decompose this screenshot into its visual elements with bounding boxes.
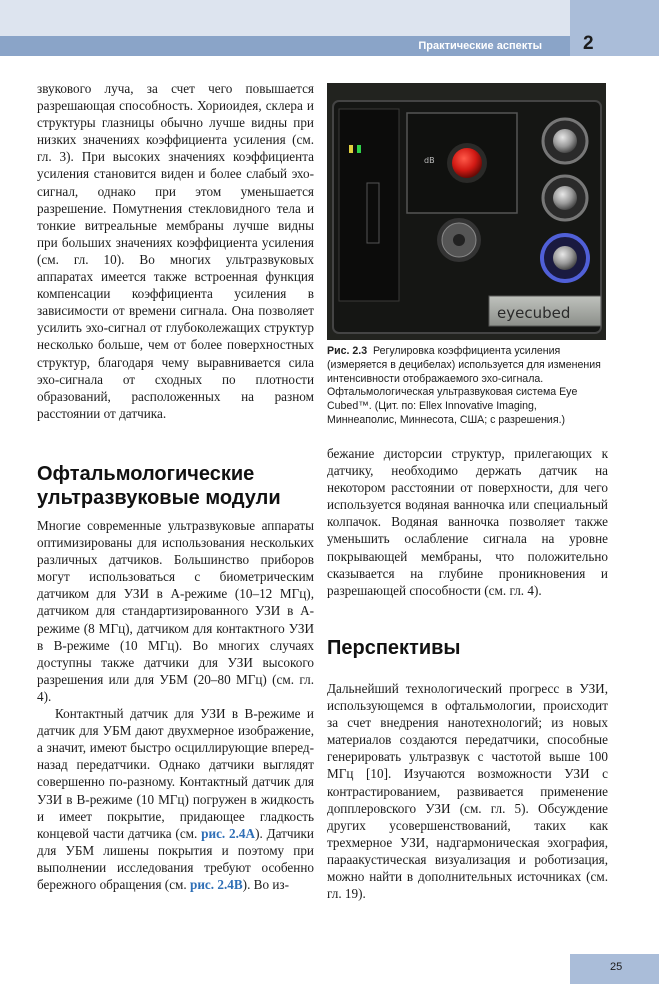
para2-line12-start: бережного обращения (см. bbox=[37, 876, 190, 892]
running-header-title: Практические аспекты bbox=[418, 40, 542, 52]
figure-2-3-caption: Рис. 2.3 Регулировка коэффициента усиления (измеряется в децибелах) используется для изменения интенсивности отображаемого эхо-сигнала. Офтальмологическая ультразвуковая система Eye Cubed™. (Цит. по: Ellex Innovative Imaging, Миннеаполис, Миннесота, США; с разрешения.) bbox=[327, 345, 601, 426]
continuation-paragraph: бежание дисторсии структур, прилегающих к датчику, необходимо держать датчик на некотором расстоянии от поверхности, для чего используется водяная ванночка или специальный колпачок. Водяная ванночка позволяет также уменьшить ослабление сигнала на уровне покрывающей мембраны, что положительно сказывается на глубине проникновения и разрешающей способности (см. гл. 4). bbox=[327, 446, 608, 598]
figure-ref-2-4b[interactable]: рис. 2.4В bbox=[190, 876, 243, 892]
para2-line9-start: сти датчика (см. bbox=[105, 825, 202, 841]
perspectives-paragraph: Дальнейший технологический прогресс в УЗИ, использующемся в офтальмологии, происходит за счет внедрения нанотехнологий; из новых материалов создаются передатчики, способные генерировать ультразвук с частотой выше 100 МГц [10]. Изучаются возможности УЗИ с контрастированием, развивается применение допплеровского УЗИ (см. гл. 5). Обсуждение других усовершенствований, таких как трехмерное УЗИ, надгармоническая эхография, параакустическая визуализация и роботизация, можно найти в дополнительных источниках (см. гл. 19). bbox=[327, 681, 608, 902]
para2-line12-end: ). Во из- bbox=[242, 876, 290, 892]
page-number: 25 bbox=[610, 961, 623, 973]
running-header bbox=[0, 36, 570, 56]
page-number-box bbox=[570, 954, 659, 984]
figure-2-3-photo bbox=[327, 83, 606, 340]
para2-line9-end: ). Датчики для bbox=[37, 825, 314, 858]
right-column-perspectives bbox=[327, 680, 608, 902]
chapter-tab bbox=[570, 0, 659, 56]
figure-label: Рис. 2.3 bbox=[327, 345, 368, 357]
paragraph-probes: Многие современные ультразвуковые аппараты оптимизированы для использования нескольких различных датчиков. Большинство приборов могут использоваться с биометрическим датчиком для УЗИ в А-режиме (10–12 МГц), датчиком для стандартизированного УЗИ в А-режиме (8 МГц), датчиком для контактного УЗИ в В-режиме (10 МГц). Во многих случаях доступны также датчики для УЗИ высокого разрешения или для УБМ (20–80 МГц) (см. гл. 4). bbox=[37, 518, 314, 704]
right-column-continuation bbox=[327, 445, 608, 599]
left-column-body bbox=[37, 517, 314, 893]
ultrasound-device-illustration bbox=[327, 83, 606, 340]
heading-line-1: Офтальмологические bbox=[37, 463, 255, 485]
left-column-intro bbox=[37, 80, 314, 422]
chapter-number: 2 bbox=[583, 33, 594, 54]
section-heading-ophthalmic-modules bbox=[37, 462, 317, 510]
header-top-band bbox=[0, 0, 570, 36]
heading-line-2: ультразвуковые модули bbox=[37, 487, 281, 509]
device-brand: eyecubed bbox=[497, 304, 571, 322]
figure-ref-2-4a[interactable]: рис. 2.4А bbox=[201, 825, 256, 841]
paragraph-contact-probe: Контактный датчик для УЗИ в В-режиме и датчик для УБМ дают двухмерное изображение, а значит, имеют быстро осциллирующие вперед-назад передатчики. Однако датчики выглядят совершенно по-разному. Контактный датчик для УЗИ в В-режиме (10 МГц) погружен в жидкость и имеет покрытие, придающее гладкость концевой части датчика (см. рис. 2.4А). Датчики для УБМ лишены покрытия и поэтому при выполнении исследования требуют особенно бережного обращения (см. рис. 2.4В). Во из- bbox=[37, 706, 314, 892]
intro-paragraph: звукового луча, за счет чего повышается разрешающая способность. Хориоидея, склера и структуры глазницы обычно лучше видны при низких значениях коэффициента усиления (см. гл. 3). При высоких значениях коэффициента усиления становится виден и более слабый эхо-сигнал, однако при этом уменьшается разрешение. Помутнения стекловидного тела и тонкие витреальные мембраны лучше видны при больших значениях коэффициента усиления (см. гл. 10). Во многих ультразвуковых аппаратах имеется также встроенная функция компенсации коэффициента усиления в зависимости от времени сигнала. Она позволяет усилить эхо-сигнал от глубоколежащих структур несколько больше, чем от более поверхностных структур, благодаря чему выравнивается сила эхо-сигнала от сходных по плотности образований, расположенных на разном расстоянии от датчика. bbox=[37, 81, 314, 421]
gain-knob-red bbox=[452, 148, 482, 178]
db-label: dB bbox=[424, 156, 435, 165]
section-heading-perspectives: Перспективы bbox=[327, 637, 461, 659]
